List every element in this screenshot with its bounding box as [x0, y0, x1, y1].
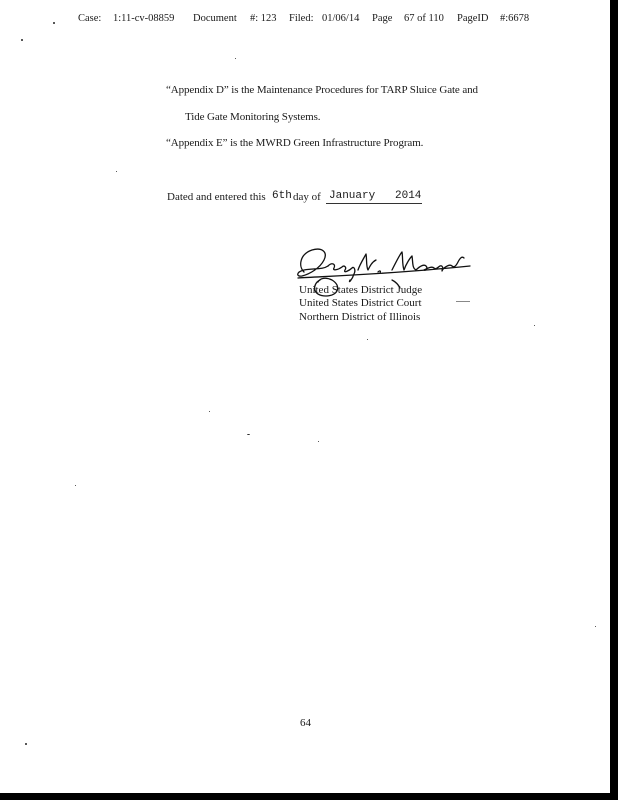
dated-prefix: Dated and entered this — [167, 191, 266, 203]
page-number: 64 — [300, 717, 311, 729]
page-of: 67 of 110 — [404, 13, 444, 24]
case-number: 1:11-cv-08859 — [113, 13, 175, 24]
court-name: United States District Court — [299, 297, 422, 309]
scan-speck — [21, 39, 23, 41]
dated-year: 2014 — [395, 190, 422, 202]
case-label: Case: — [78, 13, 102, 24]
scan-speck — [367, 339, 368, 340]
pageid-label: PageID — [457, 13, 489, 24]
scan-speck — [235, 58, 236, 59]
dated-line — [167, 190, 422, 203]
filed-date: 01/06/14 — [322, 13, 360, 24]
scan-speck — [25, 743, 27, 745]
dated-day: 6th — [272, 190, 292, 202]
scan-speck — [75, 485, 76, 486]
date-underline — [326, 203, 422, 204]
filed-label: Filed: — [289, 13, 314, 24]
appendix-e-line: “Appendix E” is the MWRD Green Infrastructure Program. — [166, 137, 424, 149]
document-number: #: 123 — [250, 13, 277, 24]
scan-speck — [116, 171, 117, 172]
appendix-d-line-continued: Tide Gate Monitoring Systems. — [185, 111, 321, 123]
scan-edge-right — [610, 0, 618, 800]
scan-speck — [53, 22, 55, 24]
dated-month: January — [329, 190, 376, 202]
scan-speck — [534, 325, 535, 326]
scan-speck — [456, 301, 470, 302]
page-label: Page — [372, 13, 393, 24]
scan-speck — [209, 411, 210, 412]
district-name: Northern District of Illinois — [299, 311, 421, 323]
dated-middle: day of — [293, 191, 321, 203]
scan-speck — [595, 626, 596, 627]
judge-title: United States District Judge — [299, 284, 423, 296]
document-label: Document — [193, 13, 237, 24]
scan-speck — [318, 441, 319, 442]
pageid-value: #:6678 — [500, 13, 530, 24]
appendix-d-line: “Appendix D” is the Maintenance Procedures for TARP Sluice Gate and — [166, 84, 478, 96]
scan-speck — [247, 434, 250, 435]
scan-edge-bottom — [0, 793, 618, 800]
court-filing-header — [0, 13, 618, 29]
